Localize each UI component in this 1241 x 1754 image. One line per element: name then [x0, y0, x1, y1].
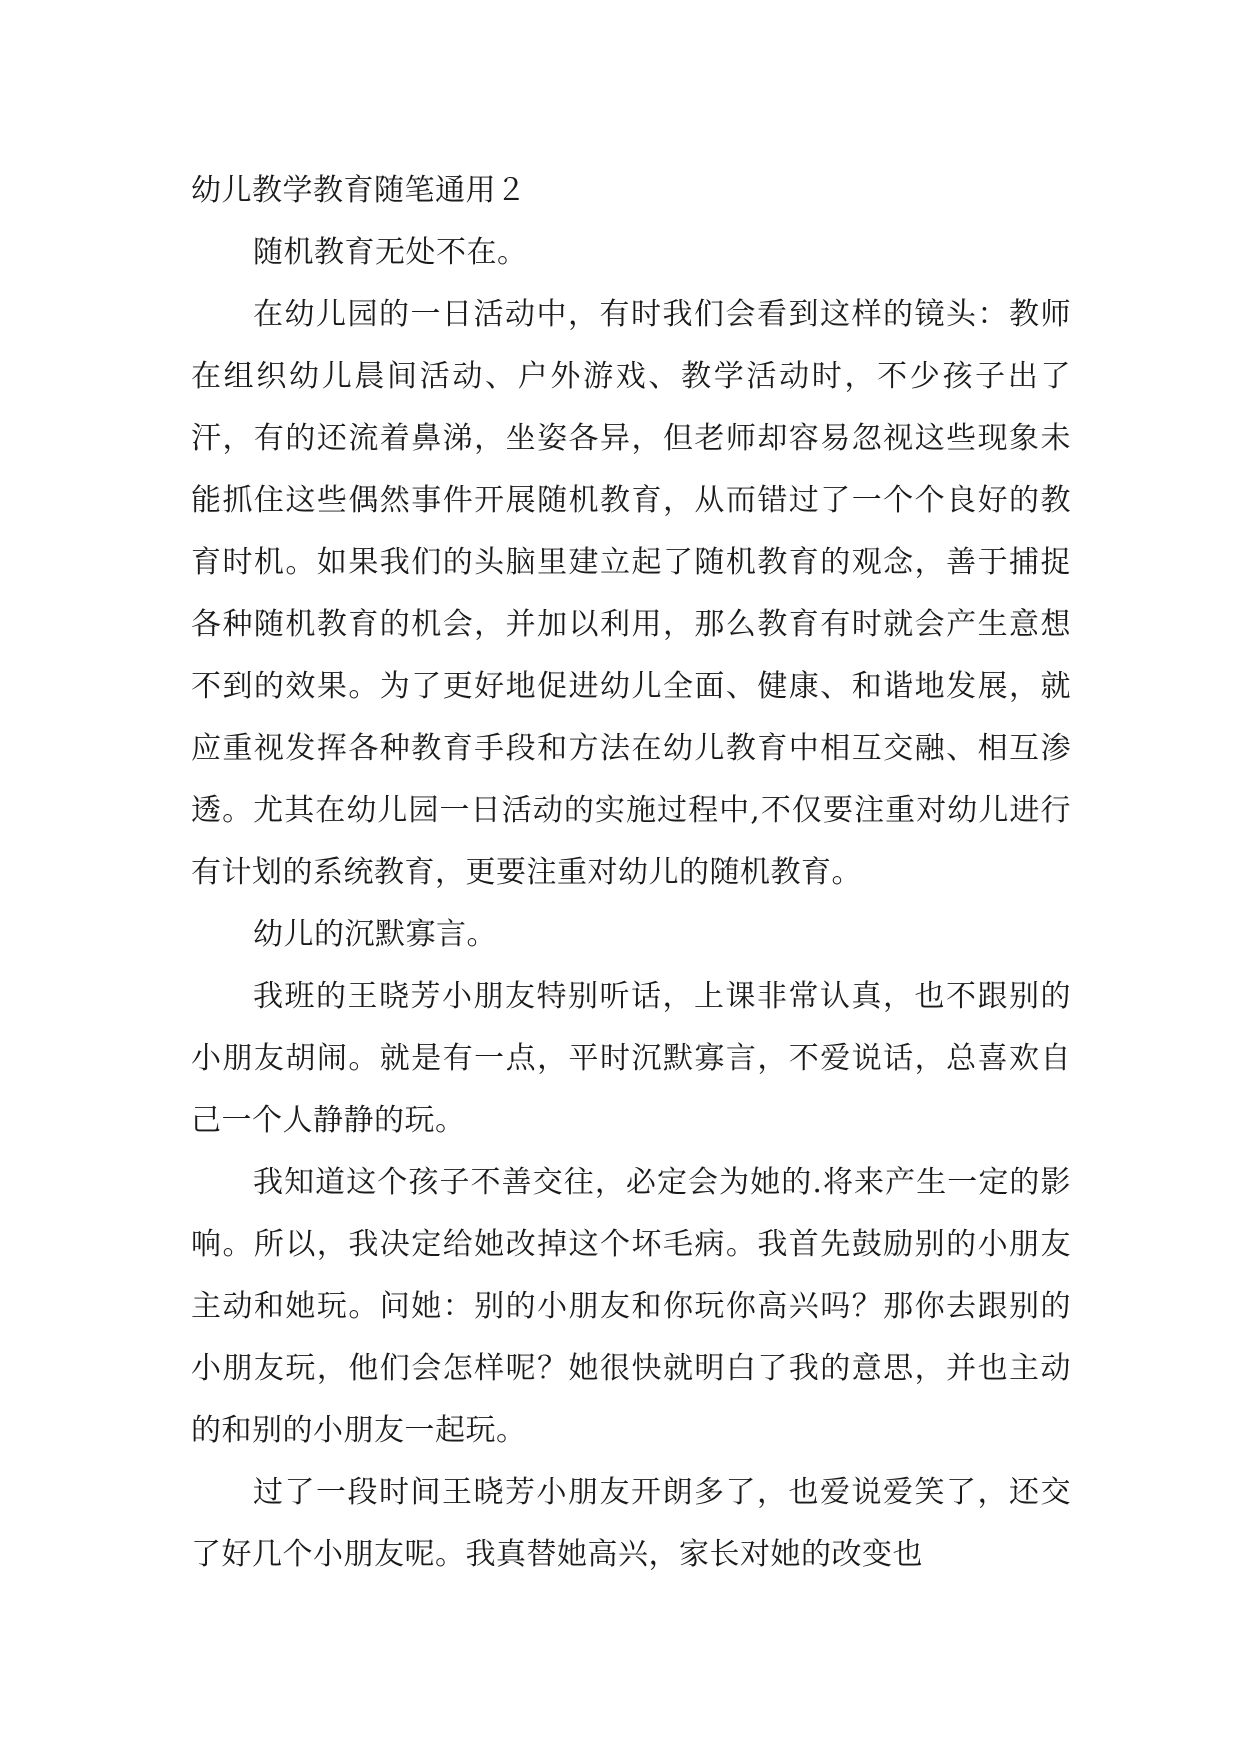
paragraph-intro: 随机教育无处不在。 [253, 235, 528, 270]
paragraph-teacher-decision: 我知道这个孩子不善交往，必定会为她的.将来产生一定的影响。所以，我决定给她改掉这个坏毛病。我首先鼓励别的小朋友主动和她玩。问她：别的小朋友和你玩你高兴吗？那你去跟别的小朋友玩，他们会怎样呢？她很快就明白了我的意思，并也主动的和别的小朋友一起玩。 [191, 1165, 1071, 1448]
paragraph-outcome: 过了一段时间王晓芳小朋友开朗多了，也爱说爱笑了，还交了好几个小朋友呢。我真替她高兴，家长对她的改变也 [191, 1475, 1071, 1572]
document-title: 幼儿教学教育随笔通用２ [191, 173, 527, 208]
paragraph-random-education: 在幼儿园的一日活动中，有时我们会看到这样的镜头：教师在组织幼儿晨间活动、户外游戏、教学活动时，不少孩子出了汗，有的还流着鼻涕，坐姿各异，但老师却容易忽视这些现象未能抓住这些偶然事件开展随机教育，从而错过了一个个良好的教育时机。如果我们的头脑里建立起了随机教育的观念，善于捕捉各种随机教育的机会，并加以利用，那么教育有时就会产生意想不到的效果。为了更好地促进幼儿全面、健康、和谐地发展，就应重视发挥各种教育手段和方法在幼儿教育中相互交融、相互渗透。尤其在幼儿园一日活动的实施过程中,不仅要注重对幼儿进行有计划的系统教育，更要注重对幼儿的随机教育。 [191, 297, 1071, 890]
paragraph-wang-xiaofang: 我班的王晓芳小朋友特别听话，上课非常认真，也不跟别的小朋友胡闹。就是有一点，平时沉默寡言，不爱说话，总喜欢自己一个人静静的玩。 [191, 979, 1071, 1138]
document-body [191, 160, 1071, 1586]
paragraph-subheading-silence: 幼儿的沉默寡言。 [253, 917, 497, 952]
